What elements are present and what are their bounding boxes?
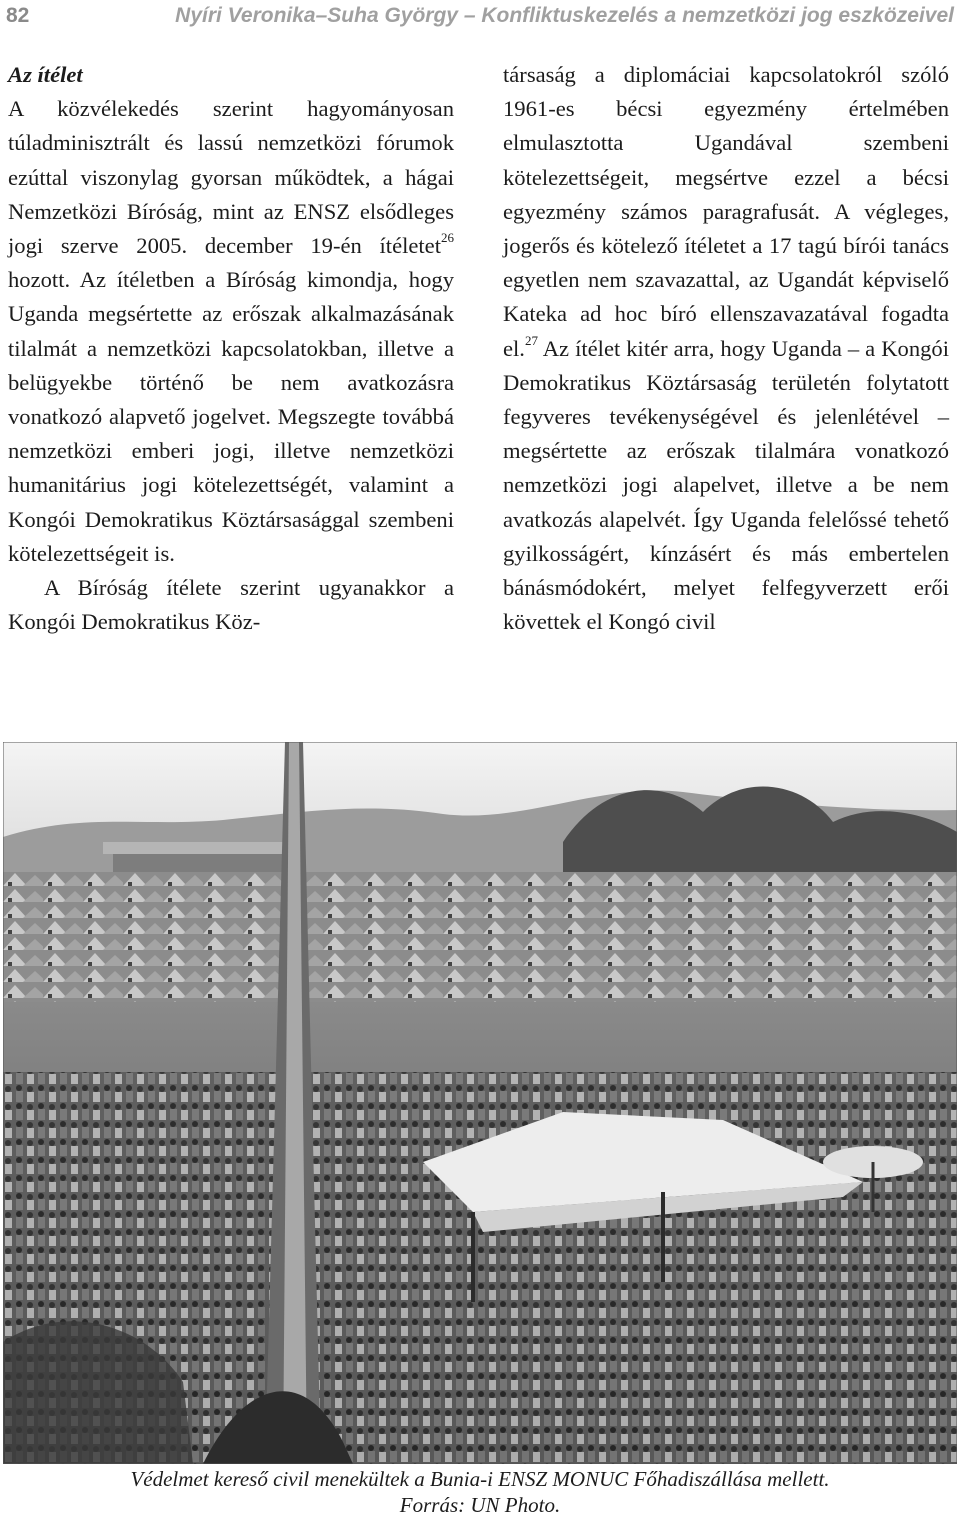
- footnote-ref-27[interactable]: 27: [524, 333, 538, 349]
- section-title: Az ítélet: [8, 62, 83, 87]
- refugee-camp-photo: [3, 742, 957, 1464]
- footnote-ref-26[interactable]: 26: [441, 230, 454, 246]
- paragraph-2: [8, 571, 454, 639]
- paragraph-2-continued: [503, 58, 949, 639]
- caption-source: Forrás: UN Photo.: [399, 1493, 561, 1517]
- paragraph-2-text: A Bíróság ítélete szerint ugyanakkor a Kongói Demokratikus Köz-: [8, 575, 454, 635]
- paragraph-1-text-cont: hozott. Az ítéletben a Bíróság kimondja, hogy Uganda megsértette az erőszak alkalmazásának tilalmát a nemzetközi kapcsolatokban, illetve a belügyekbe történő be nem avatkozásra vonatkozó alapvető jogelvet. Megszegte továbbá nemzetközi emberi jogi, illetve nemzetközi humanitárius jogi kötelezettségét, valamint a Kongói Demokratikus Köztársasággal szembeni kötelezettségeit is.: [8, 267, 454, 566]
- figure-caption: [0, 1466, 960, 1518]
- paragraph-2-cont-text: társaság a diplomáciai kapcsolatokról szóló 1961-es bécsi egyezmény értelmében elmulasztotta Ugandával szembeni kötelezettségeit, megsértve ezzel a bécsi egyezmény számos paragrafusát. A végleges, jogerős és kötelező ítéletet a 17 tagú bírói tanács egyetlen nem szavazattal, az Ugandát képviselő Kateka ad hoc bíró ellenszavazatával fogadta el.: [503, 62, 949, 361]
- page-number: 82: [6, 4, 30, 27]
- left-column: [8, 58, 454, 639]
- photo-illustration: [3, 742, 957, 1464]
- paragraph-2-cont-text-rest: Az ítélet kitér arra, hogy Uganda – a Kongói Demokratikus Köztársaság területén folytatott fegyveres tevékenységével és jelenlétével – megsértette az erőszak tilalmára vonatkozó nemzetközi jogi alapelvet, illetve a be nem avatkozás alapelvét. Így Uganda felelőssé tehető gyilkosságért, kínzásért és más embertelen bánásmódokért, melyet felfegyverzett erői követtek el Kongó civil: [503, 335, 949, 635]
- caption-line-1: Védelmet kereső civil menekültek a Bunia-i ENSZ MONUC Főhadiszállása mellett.: [130, 1467, 830, 1491]
- running-head: Nyíri Veronika–Suha György – Konfliktuskezelés a nemzetközi jog eszközeivel: [175, 4, 954, 27]
- paragraph-1: [8, 92, 454, 571]
- page-header: [0, 0, 960, 36]
- paragraph-1-text: A közvélekedés szerint hagyományosan túladminisztrált és lassú nemzetközi fórumok ezúttal viszonylag gyorsan működtek, a hágai Nemzetközi Bíróság, mint az ENSZ elsődleges jogi szerve 2005. december 19-én ítéletet: [8, 96, 454, 259]
- right-column: [503, 58, 949, 639]
